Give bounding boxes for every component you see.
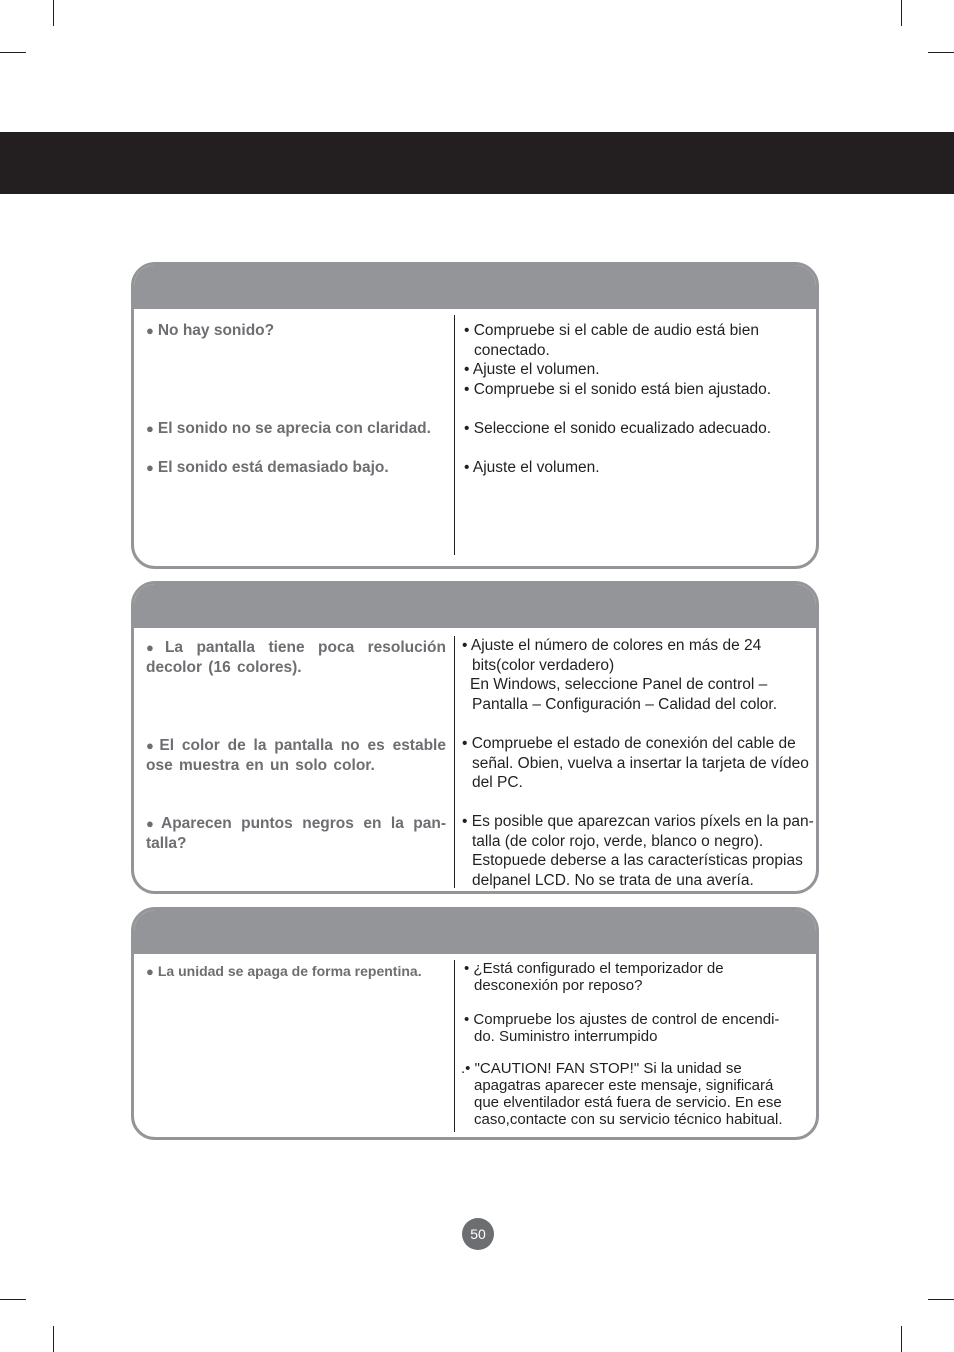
bullet-icon: ● — [146, 421, 154, 436]
answer: • Compruebe el estado de conexión del cable de señal. Obien, vuelva a insertar la tarjeta de vídeo del PC. — [462, 735, 809, 792]
bullet-icon: ● — [146, 816, 158, 831]
crop-mark — [901, 0, 902, 26]
question: ● Aparecen puntos negros en la pan-talla? — [146, 815, 446, 852]
page-number: 50 — [462, 1218, 494, 1250]
answer: • Seleccione el sonido ecualizado adecuado. — [464, 420, 772, 437]
column-divider — [454, 636, 455, 888]
answer: • ¿Está configurado el temporizador de desconexión por reposo? • Compruebe los ajustes de control de encendi- do. Suministro interrumpido .• "CAUTION! FAN STOP!" Si la unidad se apagatras aparecer este mensaje, significará que elventilador está fuera de servicio. En ese caso,contacte con su servicio técnico habitual. — [461, 960, 783, 1128]
crop-mark — [0, 52, 26, 53]
answer: • Ajuste el número de colores en más de 24 bits(color verdadero) En Windows, seleccione Panel de control – Pantalla – Configuración – Calidad del color. — [462, 637, 778, 713]
panel-sound — [131, 262, 819, 569]
panel-header — [134, 265, 816, 309]
crop-mark — [928, 1299, 954, 1300]
crop-mark — [53, 1326, 54, 1352]
crop-mark — [53, 0, 54, 26]
answer: • Es posible que aparezcan varios píxels en la pan- talla (de color rojo, verde, blanco o negro). Estopuede deberse a las características propias delpanel LCD. No se trata de una avería. — [462, 813, 814, 889]
answer: • Compruebe si el cable de audio está bien conectado. • Ajuste el volumen. • Compruebe si el sonido está bien ajustado. — [464, 322, 772, 398]
question: ● La pantalla tiene poca resolución decolor (16 colores). — [146, 639, 446, 676]
column-divider — [454, 960, 455, 1132]
bullet-icon: ● — [146, 964, 154, 979]
question: ● El sonido no se aprecia con claridad. — [146, 420, 431, 437]
question: ● No hay sonido? — [146, 322, 275, 339]
question: ● La unidad se apaga de forma repentina. — [146, 963, 422, 979]
crop-mark — [901, 1326, 902, 1352]
crop-mark — [0, 1299, 26, 1300]
bullet-icon: ● — [146, 738, 156, 753]
panel-header — [134, 910, 816, 954]
column-divider — [454, 315, 455, 555]
crop-mark — [928, 52, 954, 53]
bullet-icon: ● — [146, 323, 154, 338]
answer: • Ajuste el volumen. — [464, 459, 600, 476]
panel-header — [134, 584, 816, 628]
panel-power — [131, 907, 819, 1140]
bullet-icon: ● — [146, 460, 154, 475]
bullet-icon: ● — [146, 640, 161, 655]
header-bar — [0, 132, 954, 194]
question: ● El sonido está demasiado bajo. — [146, 459, 389, 476]
panel-display — [131, 581, 819, 894]
question: ● El color de la pantalla no es estable ose muestra en un solo color. — [146, 737, 446, 774]
